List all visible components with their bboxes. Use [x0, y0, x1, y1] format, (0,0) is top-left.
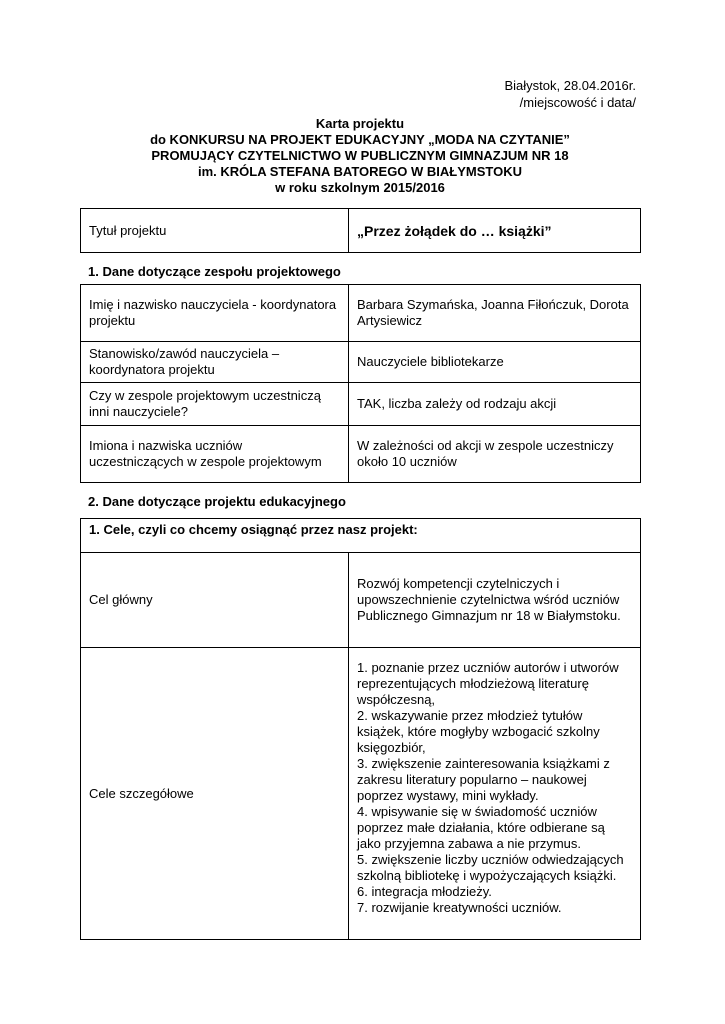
row-value: W zależności od akcji w zespole uczestniczy około 10 uczniów — [349, 426, 641, 483]
table-row — [81, 209, 641, 253]
project-goals-table — [80, 518, 641, 940]
date-block — [480, 77, 636, 111]
row-label: Czy w zespole projektowym uczestniczą inni nauczyciele? — [81, 383, 349, 426]
table-row — [81, 383, 641, 426]
table-row — [81, 285, 641, 342]
list-item: 1. poznanie przez uczniów autorów i utworów reprezentujących młodzieżową literaturę współczesną, — [357, 660, 619, 707]
title-line: PROMUJĄCY CZYTELNICTWO W PUBLICZNYM GIMNAZJUM NR 18 — [151, 148, 569, 163]
project-title-label: Tytuł projektu — [81, 209, 349, 253]
row-label: Imiona i nazwiska uczniów uczestniczących w zespole projektowym — [81, 426, 349, 483]
list-item: 7. rozwijanie kreatywności uczniów. — [357, 900, 562, 915]
row-value: Barbara Szymańska, Joanna Fiłończuk, Dorota Artysiewicz — [349, 285, 641, 342]
list-item: 2. wskazywanie przez młodzież tytułów książek, które mogłyby wzbogacić szkolny księgozbiór, — [357, 708, 600, 755]
main-goal-label: Cel główny — [81, 553, 349, 648]
specific-goals-label: Cele szczegółowe — [81, 648, 349, 940]
section-heading: 2. Dane dotyczące projektu edukacyjnego — [88, 494, 346, 509]
project-title-table — [80, 208, 641, 253]
section-heading: 1. Dane dotyczące zespołu projektowego — [88, 264, 341, 279]
table-row — [81, 648, 641, 940]
list-item: 4. wpisywanie się w świadomość uczniów poprzez małe działania, które odbierane są jako przyjemna zabawa a nie przymus. — [357, 804, 605, 851]
row-value: Nauczyciele bibliotekarze — [349, 342, 641, 383]
table-row — [81, 342, 641, 383]
title-line: im. KRÓLA STEFANA BATOREGO W BIAŁYMSTOKU — [197, 164, 523, 179]
main-goal-value: Rozwój kompetencji czytelniczych i upowszechnienie czytelnictwa wśród uczniów Publicznego Gimnazjum nr 18 w Białymstoku. — [349, 553, 641, 648]
title-line: Karta projektu — [315, 116, 405, 131]
team-data-table — [80, 284, 641, 483]
title-line: w roku szkolnym 2015/2016 — [275, 180, 445, 195]
place-date: Białystok, 28.04.2016r. — [504, 78, 636, 93]
list-item: 6. integracja młodzieży. — [357, 884, 492, 899]
row-label: Imię i nazwisko nauczyciela - koordynatora projektu — [81, 285, 349, 342]
row-label: Stanowisko/zawód nauczyciela – koordynatora projektu — [81, 342, 349, 383]
project-title-value: „Przez żołądek do … książki” — [349, 209, 641, 253]
specific-goals-list — [349, 648, 641, 940]
list-item: 5. zwiększenie liczby uczniów odwiedzających szkolną bibliotekę i wypożyczających książki. — [357, 852, 624, 883]
title-line: do KONKURSU NA PROJEKT EDUKACYJNY „MODA NA CZYTANIE” — [150, 132, 570, 147]
place-date-caption: /miejscowość i data/ — [519, 95, 636, 110]
table-row — [81, 426, 641, 483]
goals-table-heading: 1. Cele, czyli co chcemy osiągnąć przez nasz projekt: — [81, 519, 641, 553]
row-value: TAK, liczba zależy od rodzaju akcji — [349, 383, 641, 426]
table-row — [81, 553, 641, 648]
document-title — [80, 116, 640, 196]
list-item: 3. zwiększenie zainteresowania książkami z zakresu literatury popularno – naukowej poprzez wystawy, mini wykłady. — [357, 756, 610, 803]
table-row — [81, 519, 641, 553]
